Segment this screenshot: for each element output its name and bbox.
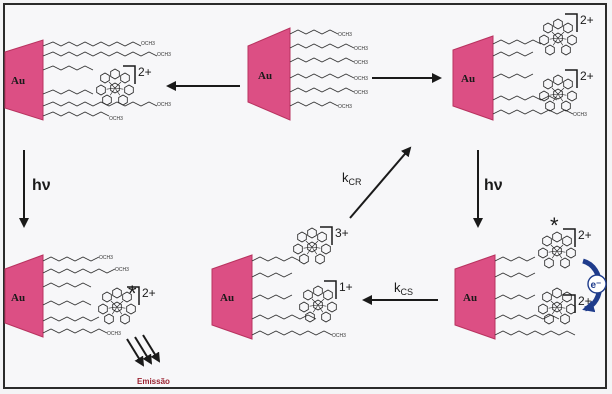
chain-terminus-label: OCH3 xyxy=(109,116,123,122)
peg-chains xyxy=(290,30,354,106)
emission-arrows-icon xyxy=(127,335,159,365)
chain-terminus-label: OCH3 xyxy=(99,255,113,261)
chain-terminus-label: OCH3 xyxy=(107,331,121,337)
bipyridine-ring xyxy=(544,23,553,33)
metal-ligand-bond xyxy=(312,299,318,305)
bipyridine-ring xyxy=(298,232,307,242)
ru-complex xyxy=(540,75,577,111)
bipyridine-ring xyxy=(562,101,571,111)
bipyridine-ring xyxy=(540,35,549,45)
charge-label: 3+ xyxy=(335,226,349,240)
peg-chains xyxy=(252,257,332,335)
metal-ligand-bond xyxy=(558,32,564,38)
metal-ligand-bond xyxy=(552,88,558,94)
bipyridine-ring xyxy=(328,302,337,312)
bipyridine-ring xyxy=(562,45,571,55)
bipyridine-ring xyxy=(539,304,548,314)
bipyridine-ring xyxy=(563,236,572,246)
bipyridine-ring xyxy=(306,312,315,322)
bipyridine-ring xyxy=(539,248,548,258)
metal-ligand-bond xyxy=(552,32,558,38)
k-cr-main: k xyxy=(342,170,349,185)
charge-bracket xyxy=(565,14,577,32)
k-cs-label xyxy=(394,280,413,297)
bipyridine-ring xyxy=(568,35,577,45)
au-label: Au xyxy=(258,70,273,82)
bipyridine-ring xyxy=(308,228,317,238)
bipyridine-ring xyxy=(300,254,309,264)
bipyridine-ring xyxy=(564,79,573,89)
k-cr-sub: CR xyxy=(348,177,362,187)
bipyridine-ring xyxy=(561,314,570,324)
bipyridine-ring xyxy=(119,95,128,105)
construct-top-center xyxy=(248,28,368,120)
chain-terminus-label: OCH3 xyxy=(354,60,368,66)
construct-bottom-right xyxy=(455,213,606,339)
bipyridine-ring xyxy=(103,292,112,302)
bipyridine-ring xyxy=(314,286,323,296)
peg-chains xyxy=(43,42,157,116)
bipyridine-ring xyxy=(316,254,325,264)
chain-terminus-label: OCH3 xyxy=(157,102,171,108)
metal-ligand-bond xyxy=(115,82,121,88)
bipyridine-ring xyxy=(553,288,562,298)
charge-label: 2+ xyxy=(138,65,152,79)
chain-terminus-label: OCH3 xyxy=(157,52,171,58)
peg-chains xyxy=(43,257,115,333)
bipyridine-ring xyxy=(545,314,554,324)
bipyridine-ring xyxy=(300,302,309,312)
excited-state-star: * xyxy=(128,281,137,306)
hv-label-left: hν xyxy=(32,177,51,194)
ru-complex xyxy=(540,19,577,55)
construct-bottom-left xyxy=(5,255,159,365)
bipyridine-ring xyxy=(322,244,331,254)
bipyridine-ring xyxy=(543,292,552,302)
charge-label: 2+ xyxy=(142,286,156,300)
bipyridine-ring xyxy=(113,288,122,298)
bipyridine-ring xyxy=(561,258,570,268)
charge-bracket xyxy=(563,295,575,313)
metal-ligand-bond xyxy=(111,301,117,307)
construct-top-right xyxy=(453,13,594,120)
electron-label: e⁻ xyxy=(590,280,602,291)
bipyridine-ring xyxy=(563,292,572,302)
bipyridine-ring xyxy=(540,91,549,101)
charge-label: 2+ xyxy=(578,228,592,242)
k-cs-main: k xyxy=(394,280,401,295)
metal-ligand-bond xyxy=(306,241,312,247)
excited-state-star: * xyxy=(550,213,559,238)
bipyridine-ring xyxy=(324,290,333,300)
chain-terminus-label: OCH3 xyxy=(115,267,129,273)
bipyridine-ring xyxy=(554,19,563,29)
metal-ligand-bond xyxy=(318,299,324,305)
au-label: Au xyxy=(461,73,476,85)
charge-bracket xyxy=(565,70,577,88)
chain-terminus-label: OCH3 xyxy=(573,112,587,118)
bipyridine-ring xyxy=(103,95,112,105)
bipyridine-ring xyxy=(318,232,327,242)
au-label: Au xyxy=(11,75,26,87)
bipyridine-ring xyxy=(99,304,108,314)
bipyridine-ring xyxy=(294,244,303,254)
k-cr-label xyxy=(342,170,362,187)
k-cs-sub: CS xyxy=(400,287,414,297)
bipyridine-ring xyxy=(111,69,120,79)
metal-ligand-bond xyxy=(109,82,115,88)
bipyridine-ring xyxy=(567,248,576,258)
metal-ligand-bond xyxy=(551,301,557,307)
chain-terminus-label: OCH3 xyxy=(141,41,155,47)
metal-ligand-bond xyxy=(557,301,563,307)
bipyridine-ring xyxy=(546,45,555,55)
bipyridine-ring xyxy=(105,314,114,324)
chain-terminus-label: OCH3 xyxy=(354,76,368,82)
au-label: Au xyxy=(463,292,478,304)
chain-terminus-label: OCH3 xyxy=(332,333,346,339)
metal-ligand-bond xyxy=(312,241,318,247)
bipyridine-ring xyxy=(544,79,553,89)
metal-ligand-bond xyxy=(551,245,557,251)
emission-label: Emissão xyxy=(137,377,170,386)
charge-label: 2+ xyxy=(580,69,594,83)
metal-ligand-bond xyxy=(558,88,564,94)
construct-top-left xyxy=(5,40,171,122)
charge-label: 2+ xyxy=(578,294,592,308)
charge-bracket xyxy=(324,281,336,299)
bipyridine-ring xyxy=(567,304,576,314)
au-label: Au xyxy=(11,292,26,304)
metal-ligand-bond xyxy=(117,301,123,307)
bipyridine-ring xyxy=(121,314,130,324)
bipyridine-ring xyxy=(554,75,563,85)
charge-label: 1+ xyxy=(339,280,353,294)
au-label: Au xyxy=(220,292,235,304)
ru-complex xyxy=(97,69,134,105)
metal-ligand-bond xyxy=(557,245,563,251)
bipyridine-ring xyxy=(125,85,134,95)
bipyridine-ring xyxy=(101,73,110,83)
bipyridine-ring xyxy=(568,91,577,101)
bipyridine-ring xyxy=(97,85,106,95)
bipyridine-ring xyxy=(564,23,573,33)
bipyridine-ring xyxy=(546,101,555,111)
bipyridine-ring xyxy=(322,312,331,322)
chain-terminus-label: OCH3 xyxy=(338,32,352,38)
ru-complex xyxy=(294,228,331,264)
bipyridine-ring xyxy=(545,258,554,268)
construct-bottom-center xyxy=(212,226,353,339)
charge-label: 2+ xyxy=(580,13,594,27)
chain-terminus-label: OCH3 xyxy=(354,46,368,52)
chain-terminus-label: OCH3 xyxy=(338,104,352,110)
chain-terminus-label: OCH3 xyxy=(354,90,368,96)
bipyridine-ring xyxy=(304,290,313,300)
bipyridine-ring xyxy=(121,73,130,83)
hv-label-right: hν xyxy=(484,177,503,194)
